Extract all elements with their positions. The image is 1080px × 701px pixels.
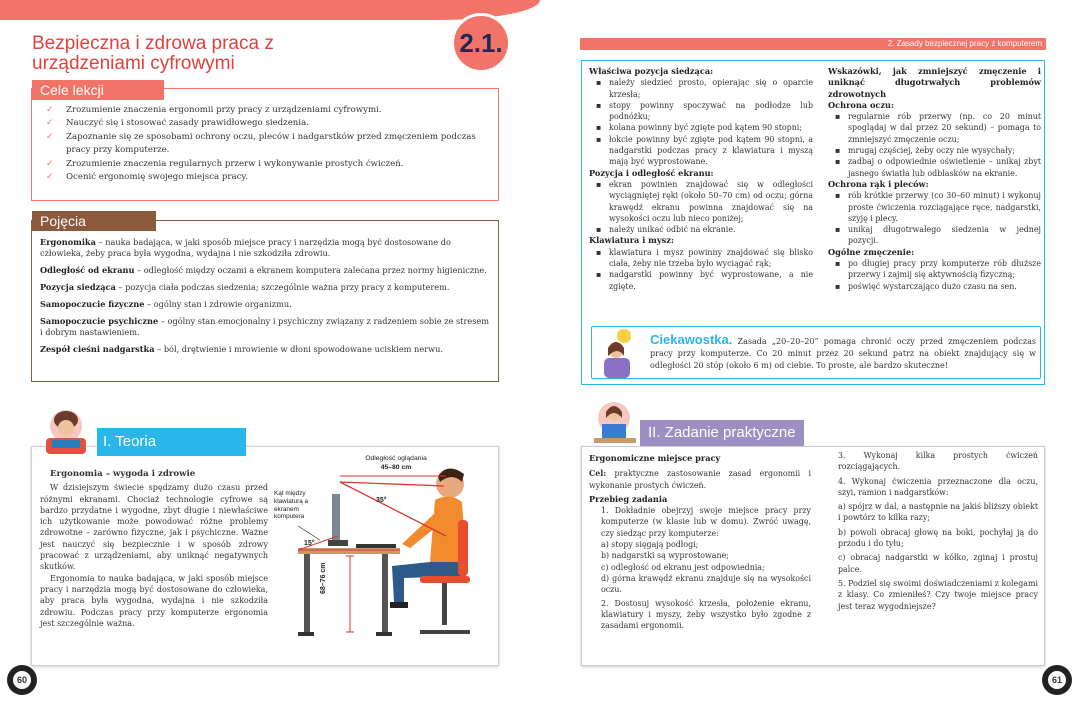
eyes-heading: Ochrona oczu: [828,99,895,110]
list-item: ▪ unikaj długotrwałego siedzenia w jednej pozycji. [828,224,1041,247]
task-step: 5. Podziel się swoimi doświadczeniami z kolegami z klasy. Co zmieniłeś? Czy twoje miejsce pracy jest teraz wygodniejsze? [838,578,1038,611]
check-icon: ✓ [46,172,54,183]
goals-list [46,104,486,184]
posture-heading: Właściwa pozycja siedząca: [589,66,714,76]
monitor [332,494,340,540]
task-substep: c) odległość od ekranu jest odpowiednia; [601,562,765,572]
reading-girl-illustration [36,404,96,456]
term-item: Odległość od ekranu – odległość między oczami a ekranem komputera zalecana przez normy higieniczne. [40,265,487,275]
fatigue-heading: Ogólne zmęczenie: [828,246,915,257]
task-title: Ergonomiczne miejsce pracy [589,453,721,463]
angle-15-label: 15° [304,540,315,547]
ergonomics-figure [270,452,495,664]
theory-paragraph: W dzisiejszym świecie spędzamy dużo czasu przed różnymi ekranami. Chociaż technologie cyfrowe są bardzo przydatne i wygodne, zbyt długie i niewłaściwe ich użytkowanie może powodować różne problemy zdrowotne – zarówno fizyczne, jak i psychiczne. Ważne jest nauczyć się bezpiecznie i w sposób zdrowy pracować z urządzeniami, aby uniknąć negatywnych skutków. [40,483,268,572]
desk-top [298,548,400,554]
computer-girl-illustration [588,396,642,446]
idea-girl-illustration [594,326,644,380]
list-item: ▪ klawiatura i mysz powinny znajdować się blisko ciała, żeby nie trzeba było wyciągać rąk; [589,247,813,270]
task-step: 4. Wykonaj ćwiczenia przeznaczone dla oczu, szyi, ramion i nadgarstków: [838,476,1038,497]
hands-list [828,190,1041,246]
task-step: 2. Dostosuj wysokość krzesła, położenie ekranu, klawiatury i myszy, żeby wszystko było zgodne z zasadami ergonomii. [601,598,811,631]
screen-list [589,179,813,235]
keyboard [356,544,396,548]
list-item: ▪ łokcie powinny być zgięte pod kątem 90 stopni, a nadgarstki podczas pracy z klawiatura i myszą mają być wyprostowane. [589,134,813,168]
angle-description-label: Kąt między klawiaturą a ekranem komputera [274,490,309,521]
term-item: Samopoczucie fizyczne – ogólny stan i zdrowie organizmu. [40,299,292,309]
tips-heading: Wskazówki, jak zmniejszyć zmęczenie i uniknąć długotrwałych problemów zdrowotnych [828,66,1041,99]
task-substep: a) stopy sięgają podłogi; [601,540,699,550]
term-item: Pozycja siedząca – pozycja ciała podczas siedzenia; szczególnie ważna przy pracy z komputerem. [40,282,450,292]
task-column-left [589,453,811,631]
keyboard-heading: Klawiatura i mysz: [589,235,674,246]
page-number-left: 60 [11,669,33,691]
chapter-title: Bezpieczna i zdrowa praca z urządzeniami cyfrowymi [32,33,274,74]
task-substep: a) spójrz w dal, a następnie na jakiś bliższy obiekt i powtórz to kilka razy; [838,502,1038,523]
right-page-header: 2. Zasady bezpiecznej pracy z komputerem [580,38,1046,50]
screen-heading: Pozycja i odległość ekranu: [589,167,714,178]
keyboard-list [589,247,813,292]
task-goal: Cel: praktyczne zastosowanie zasad ergonomii i wykonanie prostych ćwiczeń. [589,469,811,490]
terms-list [40,237,490,361]
check-icon: ✓ [46,105,54,115]
task-procedure-heading: Przebieg zadania [589,493,668,504]
goals-heading: Cele lekcji [32,80,164,100]
angle-35-label: 35° [376,497,387,504]
goal-item: ✓ Zrozumienie znaczenia ergonomii przy pracy z urządzeniami cyfrowymi. [46,104,486,117]
fatigue-list [828,258,1041,292]
page-number-right: 61 [1046,669,1068,691]
hands-heading: Ochrona rąk i pleców: [828,178,929,189]
check-icon: ✓ [46,131,54,142]
check-icon: ✓ [46,158,54,169]
list-item: ▪ należy siedzieć prosto, opierając się o oparcie krzesła; [589,77,813,100]
task-step: 3. Wykonaj kilka prostych ćwiczeń rozciągających. [838,451,1038,472]
list-item: ▪ po długiej pracy przy komputerze rób dłuższe przerwy i zajmij się aktywnością fizyczną; [828,258,1041,281]
task-substep: d) górna krawędź ekranu znajduje się na wysokości oczu. [601,573,811,595]
list-item: ▪ kolana powinny być zgięte pod kątem 90 stopni; [589,122,813,133]
list-item: ▪ ekran powinien znajdować się w odległości wyciągniętej ręki (około 50–70 cm) od oczu; górna krawędź ekranu powinna znajdować się na wysokości oczu lub nieco poniżej; [589,179,813,224]
list-item: ▪ nadgarstki powinny być wyprostowane, a nie zgięte. [589,269,813,292]
task-substep: b) nadgarstki są wyprostowane; [601,551,729,561]
list-item: ▪ mrugaj częściej, żeby oczy nie wysychały; [828,145,1041,156]
check-icon: ✓ [46,118,54,129]
fun-fact-text: Ciekawostka. Zasada „20–20–20” pomaga chronić oczy przed zmęczeniem podczas pracy przy komputerze. Co 20 minut przez 20 sekund patrz na obiekt znajdujący się w odległości 20 stóp (około 6 m) od ciebie. To proste, ale bardzo skuteczne! [650,332,1036,370]
theory-subheading: Ergonomia – wygoda i zdrowie [50,469,196,479]
chair-back [458,520,468,576]
task-column-right [838,450,1038,612]
chair-seat [420,576,470,583]
theory-paragraph: Ergonomia to nauka badająca, w jaki sposób miejsce pracy i narzędzia mogą być dostosowane do człowieka, aby praca była wygodna, wydajna i nie szkodziła zdrowiu. Podczas pracy przy komputerze ergonomia jest szczególnie ważna. [40,573,268,628]
term-item: Zespół cieśni nadgarstka – ból, drętwienie i mrowienie w dłoni spowodowane uciskiem nerwu. [40,344,443,354]
terms-heading: Pojęcia [32,211,156,231]
viewing-distance-label: Odległość oglądania 45–80 cm [365,455,427,471]
list-item: ▪ zadbaj o odpowiednie oświetlenie – unikaj zbyt jasnego światła lub odblasków na ekranie. [828,156,1041,179]
goal-item: ✓ Ocenić ergonomię swojego miejsca pracy. [46,171,486,184]
list-item: ▪ rób krótkie przerwy (co 30–60 minut) i wykonuj proste ćwiczenia rozciągające ręce, nadgarstki, szyję i plecy. [828,190,1041,224]
task-heading: II. Zadanie praktyczne [640,420,804,446]
posture-list [589,77,813,167]
list-item: ▪ należy unikać odbić na ekranie. [589,224,813,235]
goal-item: ✓ Zrozumienie znaczenia regularnych przerw i wykonywanie prostych ćwiczeń. [46,158,486,171]
list-item: ▪ stopy powinny spoczywać na podłodze lub podnóżku; [589,100,813,123]
term-item: Ergonomika – nauka badająca, w jaki sposób miejsce pracy i narzędzia mogą być dostosowane do człowieka, żeby praca była wygodna, wydajna i nie szkodziła zdrowiu. [40,237,451,258]
list-item: ▪ poświęć wystarczająco dużo czasu na sen. [828,281,1041,292]
theory-text [40,469,268,629]
term-item: Samopoczucie psychiczne – ogólny stan emocjonalny i psychiczny związany z radzeniem sobie ze stresem i dobrym nastawieniem. [40,316,490,337]
tips-column [828,66,1041,292]
desk-leg [304,554,310,634]
eyes-list [828,111,1041,179]
task-substep: c) obracaj nadgarstki w kółko, zginaj i prostuj palce. [838,553,1038,574]
posture-column [589,66,813,292]
task-step: 1. Dokładnie obejrzyj swoje miejsce pracy przy komputerze (w klasie lub w domu). Zwróć uwagę, czy siedząc przy komputerze: [601,506,811,538]
goal-item: ✓ Nauczyć się i stosować zasady prawidłowego siedzenia. [46,117,486,130]
desk-height-label: 68–76 cm [320,562,327,594]
fun-fact-label: Ciekawostka. [650,332,733,347]
list-item: ▪ regularnie rób przerwy (np. co 20 minut spoglądaj w dal przez 20 sekund) – pomaga to zmniejszyć zmęczenie oczu; [828,111,1041,145]
goal-item: ✓ Zapoznanie się ze sposobami ochrony oczu, pleców i nadgarstków przed zmęczeniem podczas pracy przy komputerze. [46,131,476,156]
theory-heading: I. Teoria [97,428,246,456]
desk-leg [382,554,388,634]
top-decor-band [0,0,540,20]
chapter-number-badge: 2.1. [451,13,511,73]
task-substep: b) powoli obracaj głowę na boki, pochylaj ją do przodu i do tyłu; [838,527,1038,549]
